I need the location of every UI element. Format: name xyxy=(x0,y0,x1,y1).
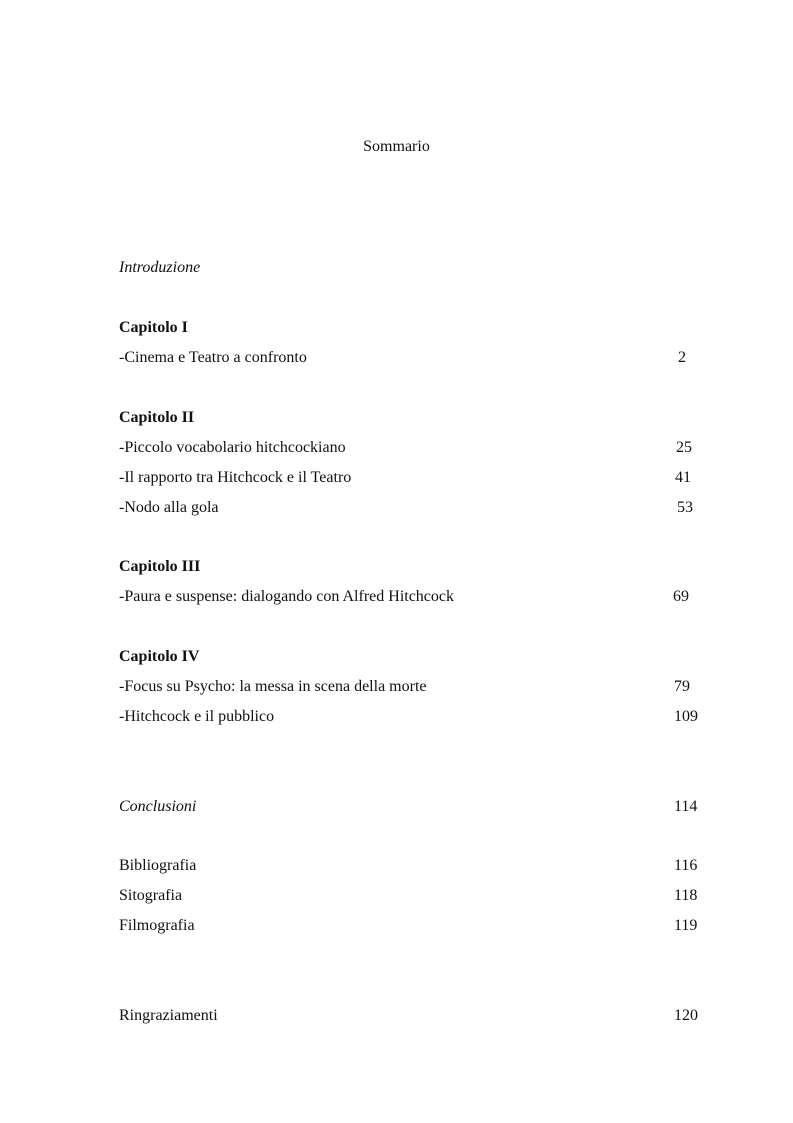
toc-bibliography: Bibliografia xyxy=(119,857,197,874)
page-title: Sommario xyxy=(363,138,430,155)
toc-page-number: 114 xyxy=(674,798,698,815)
toc-page-number: 109 xyxy=(674,708,698,725)
toc-page-number: 120 xyxy=(674,1007,698,1024)
toc-page-number: 41 xyxy=(675,469,691,486)
toc-page-number: 53 xyxy=(677,499,693,516)
toc-page-number: 119 xyxy=(674,917,698,934)
toc-entry: -Focus su Psycho: la messa in scena della morte xyxy=(119,678,427,695)
toc-entry: -Nodo alla gola xyxy=(119,499,219,516)
toc-entry: -Il rapporto tra Hitchcock e il Teatro xyxy=(119,469,352,486)
toc-page-number: 25 xyxy=(676,439,692,456)
toc-entry: -Hitchcock e il pubblico xyxy=(119,708,275,725)
toc-page-number: 69 xyxy=(673,588,689,605)
toc-sitography: Sitografia xyxy=(119,887,183,904)
toc-acknowledgements: Ringraziamenti xyxy=(119,1007,218,1024)
toc-page-number: 116 xyxy=(674,857,698,874)
toc-introduction: Introduzione xyxy=(119,259,201,276)
toc-conclusions: Conclusioni xyxy=(119,798,197,815)
toc-entry: -Cinema e Teatro a confronto xyxy=(119,349,307,366)
chapter-3-heading: Capitolo III xyxy=(119,558,201,575)
toc-page-number: 2 xyxy=(678,349,686,366)
chapter-4-heading: Capitolo IV xyxy=(119,648,200,665)
chapter-1-heading: Capitolo I xyxy=(119,319,188,336)
toc-entry: -Paura e suspense: dialogando con Alfred Hitchcock xyxy=(119,588,455,605)
toc-page-number: 79 xyxy=(674,678,690,695)
toc-filmography: Filmografia xyxy=(119,917,195,934)
toc-entry: -Piccolo vocabolario hitchcockiano xyxy=(119,439,346,456)
chapter-2-heading: Capitolo II xyxy=(119,409,195,426)
toc-page-number: 118 xyxy=(674,887,698,904)
